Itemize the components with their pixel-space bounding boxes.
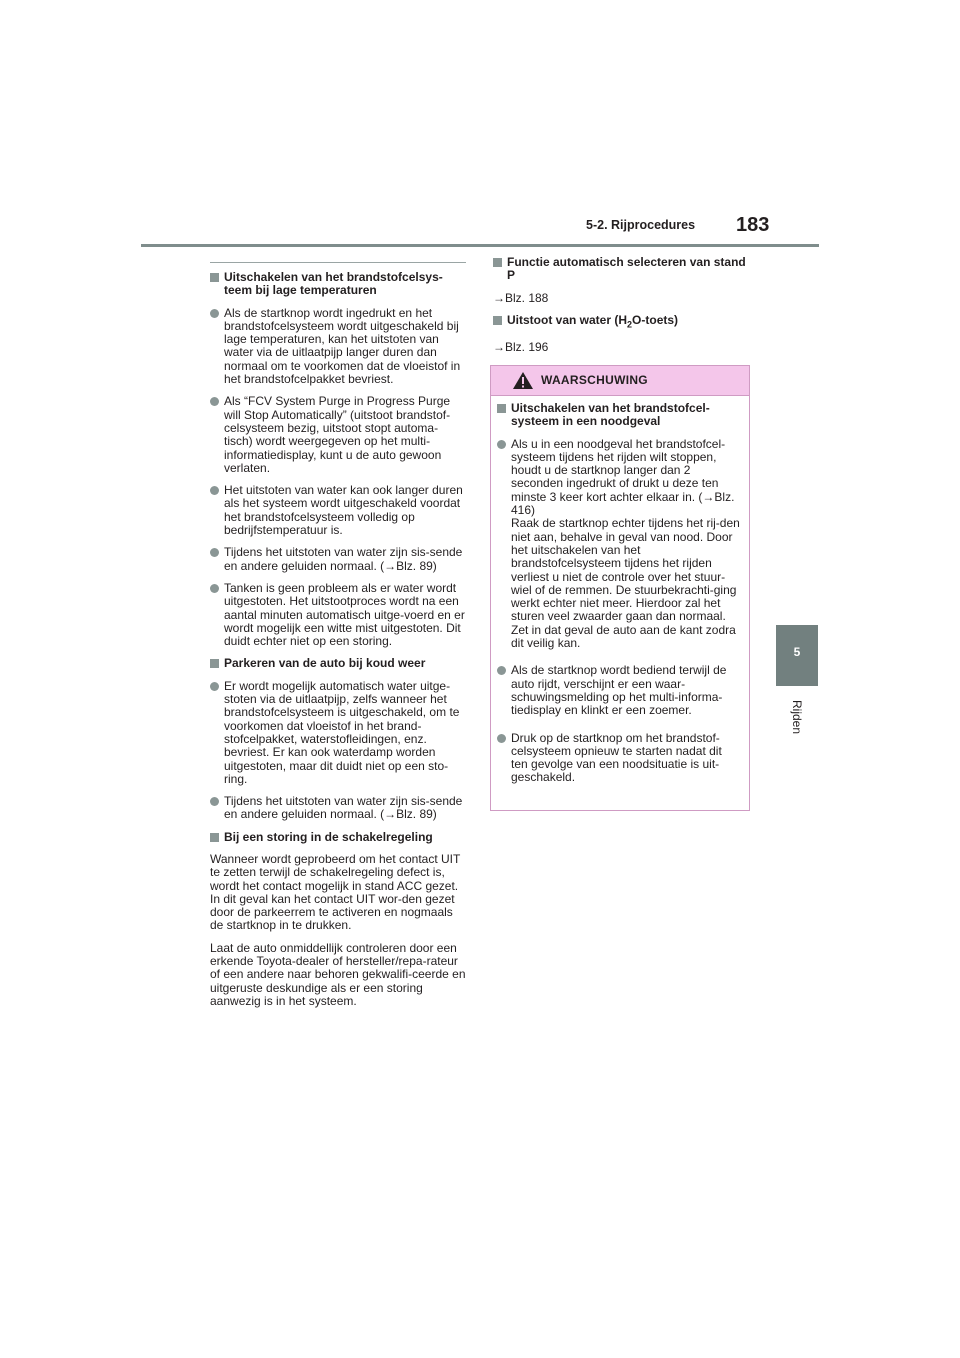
circle-bullet-icon [210, 309, 219, 318]
bullet-item: Als de startknop wordt ingedrukt en het brandstofcelsysteem wordt uitgeschakeld bij lage temperaturen, kan het uitstoten van water via de uitlaatpijp langer duren dan normaal om te voorkomen dat de vloeistof in het brandstofcelpakket bevriest. [210, 307, 466, 387]
bullet-item: Tijdens het uitstoten van water zijn sis-sende en andere geluiden normaal. (→Blz. 89) [210, 546, 466, 573]
right-column [493, 256, 749, 363]
bullet-item: Als “FCV System Purge in Progress Purge will Stop Automatically” (uitstoot brandstof-celsysteem bezig, uitstoot stopt automa-tisch) wordt weergegeven op het multi-informatiedisplay, kunt u de auto gewoon verlaten. [210, 395, 466, 475]
bullet-item: Tanken is geen probleem als er water wordt uitgestoten. Het uitstootproces wordt na een aantal minuten automatisch uitge-voerd en er wordt mogelijk een witte mist uitgestoten. Dit duidt echter niet op een storing. [210, 582, 466, 648]
section-heading: Functie automatisch selecteren van stand P [493, 256, 749, 283]
warning-box [490, 365, 750, 811]
warning-body [491, 396, 749, 785]
circle-bullet-icon [210, 682, 219, 691]
section-heading: Uitschakelen van het brandstofcelsys-teem bij lage temperaturen [210, 271, 466, 298]
body-paragraph: Laat de auto onmiddellijk controleren door een erkende Toyota-dealer of hersteller/repa-rateur of een andere naar behoren gekwalifi-ceerde en uitgeruste deskundige als er een storing aanwezig is in het systeem. [210, 940, 466, 1008]
page-reference: →Blz. 188 [493, 290, 549, 305]
page-number: 183 [736, 214, 770, 236]
bullet-item: Het uitstoten van water kan ook langer duren als het systeem wordt uitgeschakeld voordat het brandstofcelsysteem volledig op bedrijfstemperatuur is. [210, 484, 466, 537]
body-paragraph: Wanneer wordt geprobeerd om het contact UIT te zetten terwijl de schakelregeling defect is, wordt het contact mogelijk in stand ACC gezet. In dit geval kan het contact UIT wor-den gezet door de parkeerrem te activeren en nogmaals de startknop in te drukken. [210, 851, 461, 933]
bullet-item: Als u in een noodgeval het brandstofcel-systeem tijdens het rijden wilt stoppen, houdt u de startknop langer dan 2 seconden ingedrukt of drukt u deze ten minste 3 keer kort achter elkaar in. (→Blz. 416) Raak de startknop echter tijdens het rij-den niet aan, behalve in geval van nood. Door het uitschakelen van het brandstofcelsysteem tijdens het rijden verliest u niet de controle over het stuur-wiel of de remmen. De stuurbekrachti-ging werkt echter niet meer. Hierdoor zal het sturen veel zwaarder gaan dan normaal. Zet in dat geval de auto aan de kant zodra dit veilig kan. [497, 438, 741, 651]
square-bullet-icon [210, 659, 219, 668]
section-heading: Uitstoot van water $(H_2O-toets)$ [493, 314, 749, 332]
circle-bullet-icon [210, 486, 219, 495]
chapter-number: 5 [793, 645, 801, 659]
chapter-label [776, 692, 818, 742]
square-bullet-icon [497, 404, 506, 413]
section-heading: Parkeren van de auto bij koud weer [210, 657, 466, 670]
left-column [210, 262, 466, 1017]
section-heading: Bij een storing in de schakelregeling [210, 831, 466, 844]
bullet-item: Tijdens het uitstoten van water zijn sis-sende en andere geluiden normaal. (→Blz. 89) [210, 795, 466, 822]
circle-bullet-icon [210, 797, 219, 806]
circle-bullet-icon [497, 440, 506, 449]
circle-bullet-icon [210, 584, 219, 593]
warning-triangle-icon [512, 371, 534, 390]
chapter-tab [776, 625, 818, 686]
chapter-label-text: Rijden [790, 699, 804, 735]
bullet-item: Als de startknop wordt bediend terwijl de auto rijdt, verschijnt er een waar-schuwingsmelding op het multi-informa-tiedisplay en klinkt er een zoemer. [497, 664, 741, 717]
header-rule [141, 244, 819, 247]
circle-bullet-icon [497, 666, 506, 675]
circle-bullet-icon [210, 397, 219, 406]
bullet-item: Er wordt mogelijk automatisch water uitge-stoten via de uitlaatpijp, zelfs wanneer het brandstofcelsysteem is uitgeschakeld, om te voorkomen dat vloeistof in het brand-stofcelpakket, waterstofleidingen, enz. bevriest. Er kan ook waterdamp worden uitgestoten, maar dit duidt niet op een sto-ring. [210, 680, 466, 786]
square-bullet-icon [493, 258, 502, 267]
warning-heading: Uitschakelen van het brandstofcel-systeem in een noodgeval [497, 402, 741, 429]
square-bullet-icon [210, 273, 219, 282]
circle-bullet-icon [497, 734, 506, 743]
circle-bullet-icon [210, 548, 219, 557]
section-title: 5-2. Rijprocedures [586, 218, 696, 232]
page-reference: →Blz. 196 [493, 339, 549, 354]
warning-title: WAARSCHUWING [541, 373, 648, 387]
bullet-item: Druk op de startknop om het brandstof-celsysteem opnieuw te starten nadat dit ten gevolge van een noodsituatie is uit-geschakeld. [497, 732, 741, 785]
warning-header [491, 366, 749, 396]
square-bullet-icon [210, 833, 219, 842]
square-bullet-icon [493, 316, 502, 325]
